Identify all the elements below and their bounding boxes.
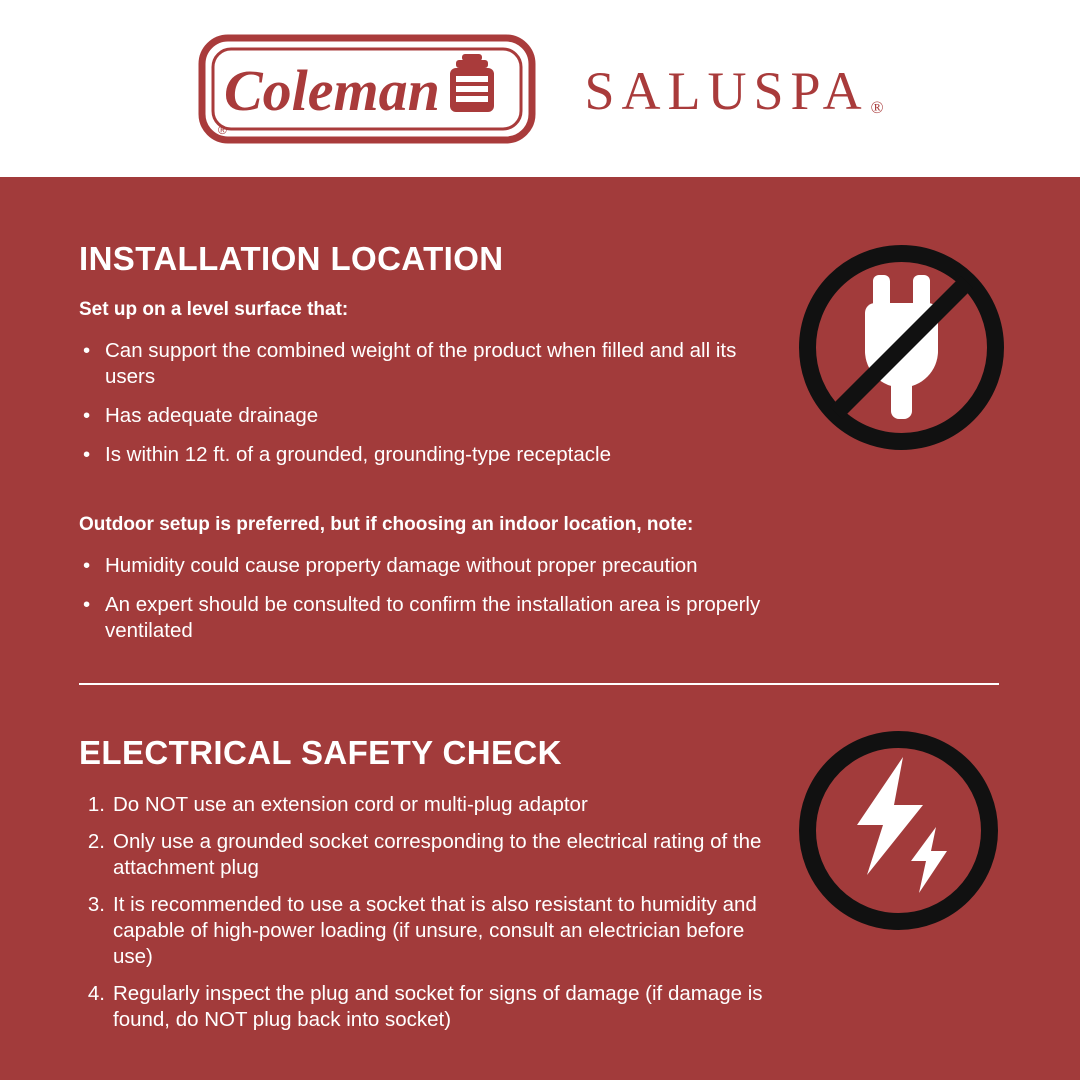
coleman-logo [198, 34, 536, 144]
installation-location-section [79, 240, 779, 657]
list-item-text: It is recommended to use a socket that is also resistant to humidity and capable of high-power loading (if unsure, consult an electrician before use) [113, 893, 757, 969]
list-item-text: Regularly inspect the plug and socket for signs of damage (if damage is found, do NOT plug back into socket) [113, 982, 763, 1032]
list-item-text: Can support the combined weight of the product when filled and all its users [105, 339, 737, 389]
saluspa-text: SALUSPA [584, 60, 869, 121]
header [0, 0, 1080, 177]
bullet-marker: • [83, 443, 91, 467]
installation-bullet-list [79, 338, 779, 468]
no-plug-icon [795, 241, 1008, 454]
bullet-marker: • [83, 593, 91, 617]
indoor-bullet-list [79, 553, 779, 644]
list-item-number: 3. [87, 893, 105, 917]
list-item [79, 403, 779, 429]
bullet-marker: • [83, 404, 91, 428]
installation-subtitle: Set up on a level surface that: [79, 299, 349, 320]
list-item-number: 1. [87, 793, 105, 816]
list-item-text: Has adequate drainage [105, 404, 319, 428]
list-item [79, 792, 779, 818]
lightning-bolt-icon [795, 727, 1002, 934]
svg-text:®: ® [218, 122, 228, 137]
content-body [0, 177, 1080, 1080]
list-item-text: Only use a grounded socket corresponding to the electrical rating of the attachment plug [113, 830, 762, 880]
electrical-safety-section [79, 734, 779, 1044]
list-item [79, 892, 779, 970]
list-item-number: 2. [87, 830, 105, 854]
list-item [79, 829, 779, 881]
list-item-text: Is within 12 ft. of a grounded, grounding-type receptacle [105, 443, 611, 467]
list-item [79, 338, 779, 390]
list-item-text: An expert should be consulted to confirm the installation area is properly ventilated [105, 593, 761, 643]
svg-text:Coleman: Coleman [224, 57, 441, 123]
bullet-marker: • [83, 339, 91, 362]
bullet-marker: • [83, 554, 91, 578]
list-item [79, 981, 779, 1033]
saluspa-wordmark [584, 60, 884, 122]
list-item-number: 4. [87, 982, 105, 1006]
electrical-section-title: ELECTRICAL SAFETY CHECK [79, 734, 562, 771]
list-item [79, 442, 779, 468]
list-item [79, 592, 779, 644]
list-item [79, 553, 779, 579]
list-item-text: Do NOT use an extension cord or multi-plug adaptor [113, 793, 588, 816]
electrical-numbered-list [79, 792, 779, 1033]
saluspa-registered-mark: ® [870, 97, 884, 117]
section-divider [79, 683, 999, 685]
installation-section-title: INSTALLATION LOCATION [79, 240, 504, 277]
indoor-location-subtitle: Outdoor setup is preferred, but if choosing an indoor location, note: [79, 514, 694, 536]
list-item-text: Humidity could cause property damage without proper precaution [105, 554, 698, 578]
